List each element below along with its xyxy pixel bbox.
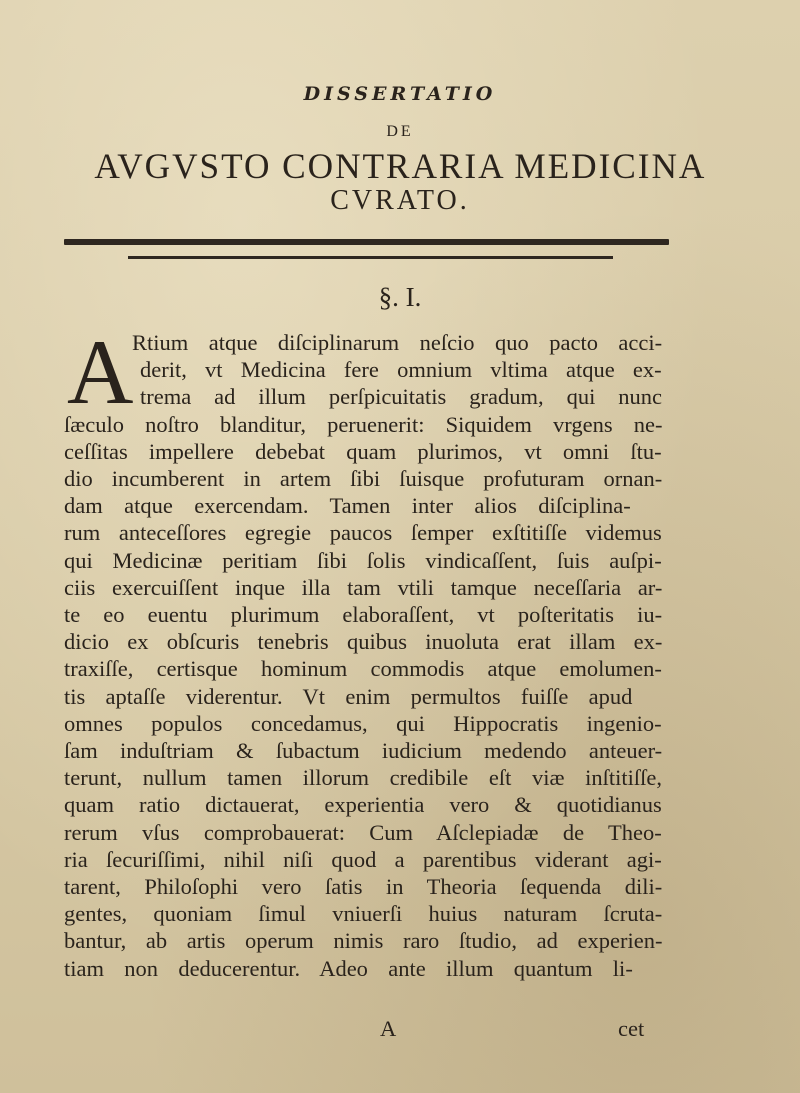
body-line: terunt, nullum tamen illorum credibile eſt viæ inſtitiſſe, <box>64 765 663 791</box>
de-heading: DE <box>386 123 414 140</box>
body-line: trema ad illum perſpicuitatis gradum, qui nunc <box>140 384 663 410</box>
drop-cap: A <box>67 321 134 423</box>
body-line: quam ratio dictauerat, experientia vero & quotidianus <box>64 792 662 818</box>
title-line-1: AVGVSTO CONTRARIA MEDICINA <box>94 146 706 186</box>
body-line: bantur, ab artis operum nimis raro ſtudio, ad experien- <box>64 928 663 954</box>
body-line: derit, vt Medicina fere omnium vltima atque ex- <box>140 357 662 383</box>
body-line: dio incumberent in artem ſibi ſuisque profuturam ornan- <box>64 466 663 491</box>
body-line: dam atque exercendam. Tamen inter alios diſciplina- <box>64 493 631 519</box>
body-line: ſæculo noſtro blanditur, peruenerit: Siquidem vrgens ne- <box>64 411 663 437</box>
body-line: Rtium atque diſciplinarum neſcio quo pacto acci- <box>132 330 663 355</box>
body-line: tiam non deducerentur. Adeo ante illum quantum li- <box>64 955 633 981</box>
body-line: ria ſecuriſſimi, nihil niſi quod a parentibus viderant agi- <box>64 846 662 872</box>
dissertatio-heading: DISSERTATIO <box>303 83 497 105</box>
body-line: tis aptaſſe viderentur. Vt enim permultos fuiſſe apud <box>64 683 633 709</box>
section-mark: §. I. <box>378 282 422 312</box>
body-line: omnes populos concedamus, qui Hippocratis ingenio- <box>64 710 662 736</box>
catchword: cet <box>618 1016 645 1041</box>
ornamental-rule-thin <box>128 256 613 259</box>
body-line: te eo euentu plurimum elaboraſſent, vt poſteritatis iu- <box>64 602 663 627</box>
body-line: rum anteceſſores egregie paucos ſemper exſtitiſſe videmus <box>64 520 662 546</box>
body-line: gentes, quoniam ſimul vniuerſi huius naturam ſcruta- <box>64 901 663 927</box>
body-line: traxiſſe, certisque hominum commodis atque emolumen- <box>64 656 662 682</box>
signature-mark: A <box>380 1016 397 1041</box>
ornamental-rule-thick <box>64 239 669 245</box>
body-line: dicio ex obſcuris tenebris quibus inuoluta erat illam ex- <box>64 629 663 655</box>
body-line: ciis exercuiſſent inque illa tam vtili tamque neceſſaria ar- <box>64 574 663 600</box>
body-line: rerum vſus comprobauerat: Cum Aſclepiadæ de Theo- <box>64 819 662 845</box>
body-line: ceſſitas impellere debebat quam plurimos, vt omni ſtu- <box>64 438 662 464</box>
title-line-2: CVRATO. <box>330 185 470 216</box>
body-line: tarent, Philoſophi vero ſatis in Theoria ſequenda dili- <box>64 874 663 899</box>
body-line: qui Medicinæ peritiam ſibi ſolis vindicaſſent, ſuis auſpi- <box>64 547 662 573</box>
body-line: ſam induſtriam & ſubactum iudicium medendo anteuer- <box>64 738 663 763</box>
